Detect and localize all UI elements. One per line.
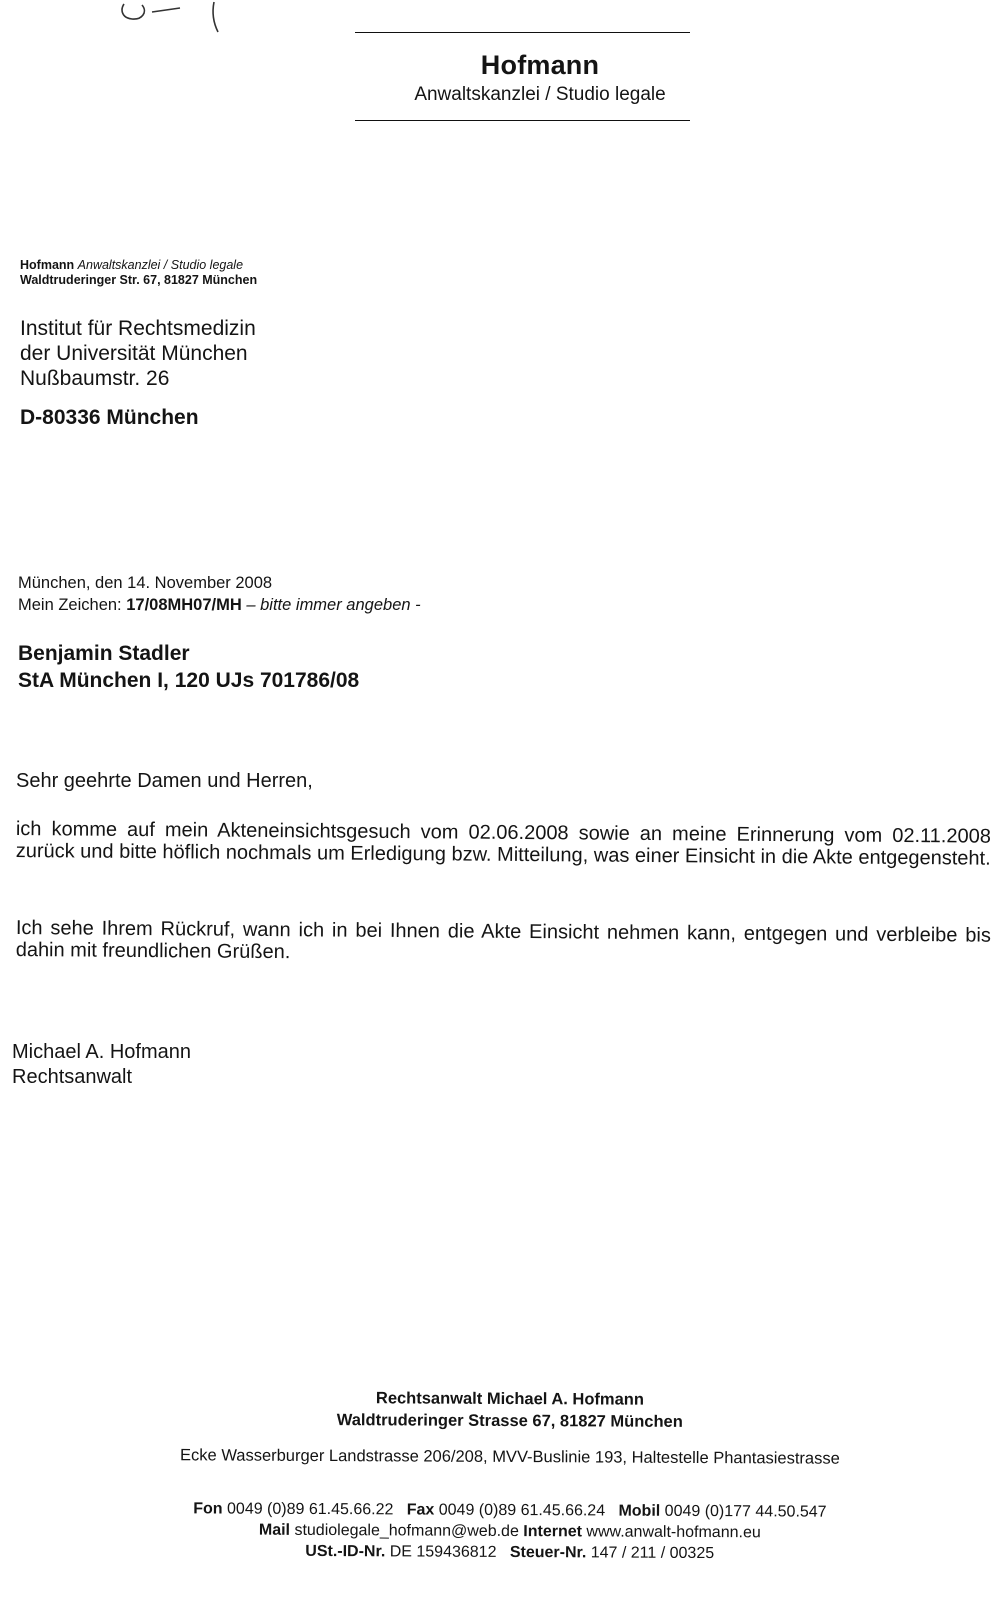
body-paragraph-1: ich komme auf mein Akteneinsichtsgesuch vom 02.06.2008 sowie an meine Erinnerung vom 02.11.2008 zurück und bitte höflich nochmals um Erledigung bzw. Mitteilung, was einer Einsicht in die Akte entgegensteht.: [15, 818, 991, 870]
footer-line-1: Rechtsanwalt Michael A. Hofmann: [375, 1389, 645, 1409]
fax-label: Fax: [406, 1501, 435, 1519]
internet-label: Internet: [523, 1523, 583, 1541]
internet-address: www.anwalt-hofmann.eu: [586, 1523, 761, 1542]
letterhead-top-rule: [355, 32, 690, 33]
fon-number: 0049 (0)89 61.45.66.22: [226, 1500, 394, 1519]
letterhead-bottom-rule: [355, 120, 690, 121]
sender-name: Hofmann: [20, 258, 75, 272]
mail-address: studiolegale_hofmann@web.de: [294, 1521, 519, 1541]
mobil-label: Mobil: [618, 1502, 661, 1520]
footer-tax-line: [130, 1540, 890, 1565]
letter-meta: [18, 572, 421, 616]
footer-contact: [130, 1498, 890, 1565]
subject-block: [18, 640, 359, 694]
letterhead-subtitle: Anwaltskanzlei / Studio legale: [414, 84, 666, 105]
signature-name: Michael A. Hofmann: [12, 1041, 191, 1063]
fax-number: 0049 (0)89 61.45.66.24: [438, 1501, 606, 1520]
sender-office: Anwaltskanzlei / Studio legale: [77, 258, 244, 272]
subject-line-1: Benjamin Stadler: [18, 642, 190, 665]
steuer-number: 147 / 211 / 00325: [590, 1544, 715, 1563]
steuer-label: Steuer-Nr.: [509, 1544, 587, 1562]
letter-date: München, den 14. November 2008: [18, 574, 273, 592]
signature-title: Rechtsanwalt: [12, 1066, 133, 1088]
mail-label: Mail: [258, 1521, 291, 1539]
reference-line: [18, 594, 421, 616]
subject-line-2: StA München I, 120 UJs 701786/08: [18, 669, 360, 692]
reference-note: – bitte immer angeben -: [241, 596, 421, 614]
salutation: Sehr geehrte Damen und Herren,: [16, 770, 313, 792]
recipient-line-1: Institut für Rechtsmedizin: [20, 317, 256, 340]
footer-line-2: Waldtruderinger Strasse 67, 81827 München: [336, 1411, 683, 1431]
footer-phone-line: [130, 1498, 890, 1523]
recipient-address: [20, 316, 256, 391]
recipient-line-3: Nußbaumstr. 26: [20, 367, 170, 390]
signature-block: [12, 1040, 191, 1090]
footer-header: [130, 1386, 890, 1434]
recipient-city: D-80336 München: [20, 406, 199, 429]
ust-label: USt.-ID-Nr.: [305, 1542, 386, 1561]
letterhead-name: Hofmann: [480, 50, 600, 80]
reference-label: Mein Zeichen:: [18, 596, 127, 614]
reference-number: 17/08MH07/MH: [126, 596, 242, 614]
body-paragraph-2: Ich sehe Ihrem Rückruf, wann ich in bei Ihnen die Akte Einsicht nehmen kann, entgegen und verbleibe bis dahin mit freundlichen Grüßen.: [15, 917, 991, 964]
handwritten-mark: [118, 0, 228, 40]
footer-location: Ecke Wasserburger Landstrasse 206/208, MVV-Buslinie 193, Haltestelle Phantasiestrasse: [180, 1446, 840, 1468]
mobil-number: 0049 (0)177 44.50.547: [664, 1502, 827, 1521]
sender-return-address: [20, 258, 257, 288]
sender-address: Waldtruderinger Str. 67, 81827 München: [20, 273, 258, 287]
recipient-line-2: der Universität München: [20, 342, 248, 365]
fon-label: Fon: [193, 1500, 223, 1518]
ust-number: DE 159436812: [389, 1543, 497, 1561]
